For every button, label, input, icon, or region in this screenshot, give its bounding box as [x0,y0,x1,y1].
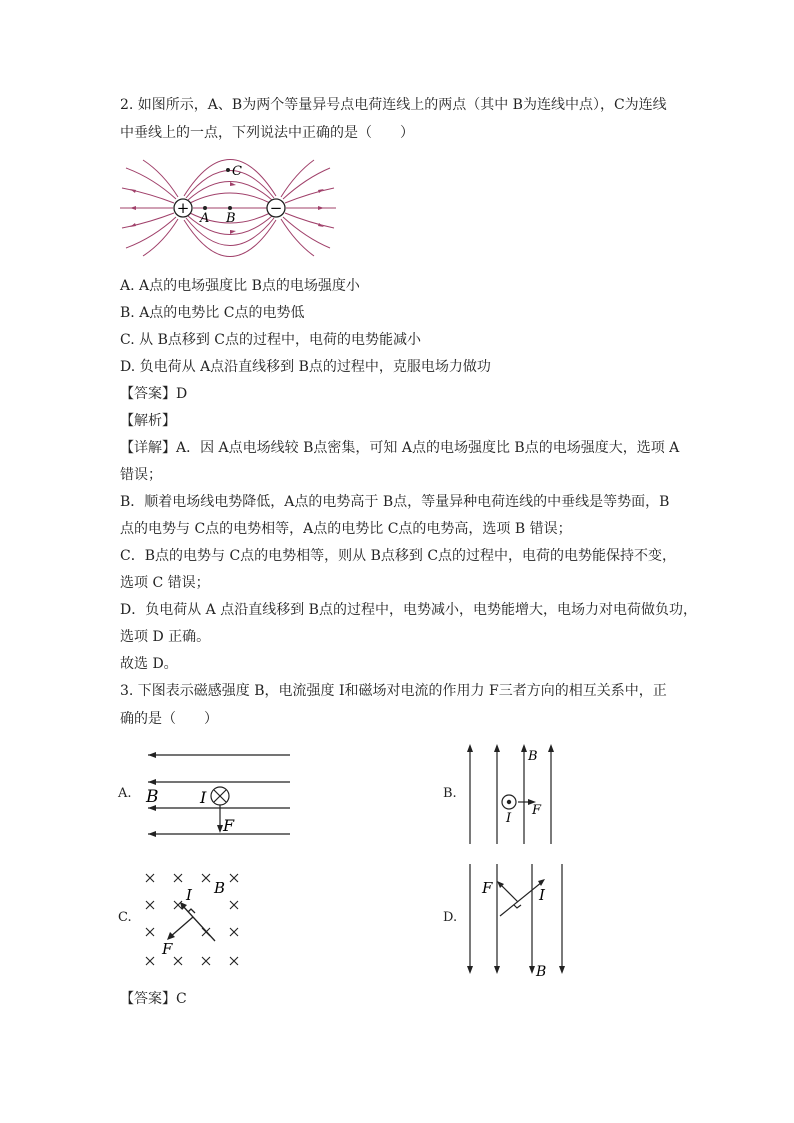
q3-option-d-letter: D. [443,910,458,925]
f-label: F [162,940,173,958]
point-a-label: A [200,211,210,226]
b-label: B [146,787,159,807]
q2-analysis-line: 错误； [120,467,162,483]
q3-stem-line-1: 3. 下图表示磁感强度 B，电流强度 I和磁场对电流的作用力 F三者方向的相互关系中，正 [120,683,667,699]
f-label: F [482,879,493,897]
electric-field-figure [118,158,338,268]
q2-analysis-line: 【详解】A．因 A点电场线较 B点密集，可知 A点的电场强度比 B点的电场强度大，选项 A [120,440,680,456]
q3-figure-d [462,860,587,982]
q3-stem-line-2: 确的是（ ） [120,711,218,727]
q3-answer: 【答案】C [120,991,187,1007]
q2-option-b: B. A点的电势比 C点的电势低 [120,305,305,321]
q2-stem-line-1: 2. 如图所示，A、B为两个等量异号点电荷连线上的两点（其中 B为连线中点），C为连线 [120,97,667,113]
b-label: B [214,879,226,897]
q3-option-b-letter: B. [443,786,457,801]
minus-sign: − [269,199,283,217]
q2-analysis-title: 【解析】 [120,413,176,429]
i-label: I [186,886,192,904]
q3-figure-b [462,740,587,850]
q2-stem-line-2: 中垂线上的一点，下列说法中正确的是（ ） [120,125,414,141]
q3-option-a-letter: A. [118,786,132,801]
plus-sign: + [176,199,190,217]
f-label: F [532,803,542,818]
q2-option-c: C. 从 B点移到 C点的过程中，电荷的电势能减小 [120,332,422,348]
i-label: I [506,811,512,826]
q2-answer: 【答案】D [120,386,188,402]
point-c-label: C [232,164,242,179]
q2-analysis-line: D．负电荷从 A 点沿直线移到 B点的过程中，电势减小，电势能增大，电场力对电荷做负功， [120,602,697,618]
q2-analysis-line: 点的电势与 C点的电势相等，A点的电势比 C点的电势高，选项 B 错误； [120,521,572,537]
q2-analysis-line: C．B点的电势与 C点的电势相等，则从 B点移到 C点的过程中，电荷的电势能保持不变， [120,548,677,564]
q2-analysis-line: 选项 D 正确。 [120,629,211,645]
q2-analysis-line: 故选 D。 [120,656,178,672]
q2-analysis-line: 选项 C 错误； [120,575,210,591]
q3-figure-a [140,745,295,845]
q3-figure-c [140,865,250,975]
q2-option-d: D. 负电荷从 A点沿直线移到 B点的过程中，克服电场力做功 [120,359,491,375]
i-label: I [539,886,545,904]
q2-option-a: A. A点的电场强度比 B点的电场强度小 [120,278,360,294]
f-label: F [223,816,235,835]
point-b-label: B [226,211,236,226]
q2-analysis-line: B．顺着电场线电势降低，A点的电势高于 B点，等量异种电荷连线的中垂线是等势面，B [120,494,670,510]
b-label: B [536,964,547,980]
i-label: I [200,788,207,807]
q3-option-c-letter: C. [118,910,132,925]
b-label: B [528,749,538,764]
